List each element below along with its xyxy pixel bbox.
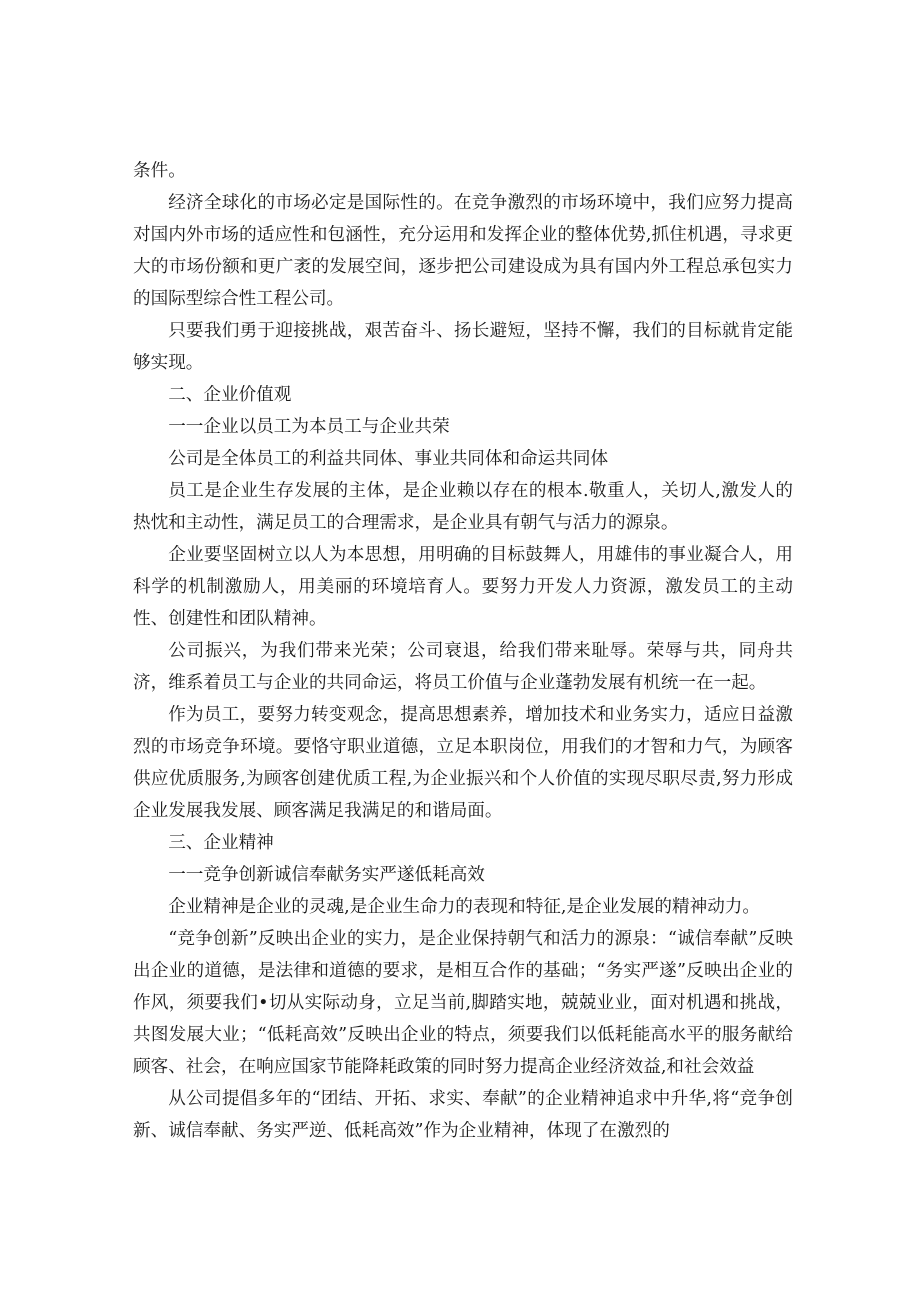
- section-heading: 三、企业精神: [168, 833, 274, 853]
- section-heading: 二、企业价值观: [168, 385, 292, 405]
- paragraph: 条件。: [133, 161, 186, 181]
- paragraph: 只要我们勇于迎接挑战，艰苦奋斗、扬长避短，坚持不懈，我们的目标就肯定能够实现。: [133, 321, 793, 373]
- paragraph: 作为员工，要努力转变观念，提高思想素养，增加技术和业务实力，适应日益激烈的市场竞争环境。要恪守职业道德，立足本职岗位，用我们的才智和力气，为顾客供应优质服务,为顾客创建优质工程,为企业振兴和个人价值的实现尽职尽责,努力形成企业发展我发展、顾客满足我满足的和谐局面。: [133, 705, 793, 821]
- paragraph: 企业精神是企业的灵魂,是企业生命力的表现和特征,是企业发展的精神动力。: [168, 897, 760, 917]
- section-subheading: 一一企业以员工为本员工与企业共荣: [168, 417, 450, 437]
- paragraph: 公司是全体员工的利益共同体、事业共同体和命运共同体: [168, 449, 609, 469]
- paragraph: 企业要坚固树立以人为本思想，用明确的目标鼓舞人，用雄伟的事业凝合人，用科学的机制激励人，用美丽的环境培育人。要努力开发人力资源，激发员工的主动性、创建性和团队精神。: [133, 545, 793, 629]
- document-body: [133, 155, 793, 1147]
- paragraph: 经济全球化的市场必定是国际性的。在竞争激烈的市场环境中，我们应努力提高对国内外市场的适应性和包涵性，充分运用和发挥企业的整体优势,抓住机遇，寻求更大的市场份额和更广袤的发展空间，逐步把公司建设成为具有国内外工程总承包实力的国际型综合性工程公司。: [133, 193, 793, 309]
- section-subheading: 一一竞争创新诚信奉献务实严遂低耗高效: [168, 865, 485, 885]
- paragraph: 公司振兴，为我们带来光荣；公司衰退，给我们带来耻辱。荣辱与共，同舟共济，维系着员工与企业的共同命运，将员工价值与企业蓬勃发展有机统一在一起。: [133, 641, 793, 693]
- paragraph: “竞争创新”反映出企业的实力，是企业保持朝气和活力的源泉：“诚信奉献”反映出企业的道德，是法律和道德的要求，是相互合作的基础；“务实严遂”反映出企业的作风，须要我们•切从实际动身，立足当前,脚踏实地，兢兢业业，面对机遇和挑战，共图发展大业；“低耗高效”反映出企业的特点，须要我们以低耗能高水平的服务献给顾客、社会，在响应国家节能降耗政策的同时努力提高企业经济效益,和社会效益: [133, 929, 793, 1077]
- paragraph: 员工是企业生存发展的主体，是企业赖以存在的根本.敬重人，关切人,激发人的热忱和主动性，满足员工的合理需求，是企业具有朝气与活力的源泉。: [133, 481, 793, 533]
- paragraph: 从公司提倡多年的“团结、开拓、求实、奉献”的企业精神追求中升华,将“竞争创新、诚信奉献、务实严逆、低耗高效”作为企业精神，体现了在激烈的: [133, 1089, 793, 1141]
